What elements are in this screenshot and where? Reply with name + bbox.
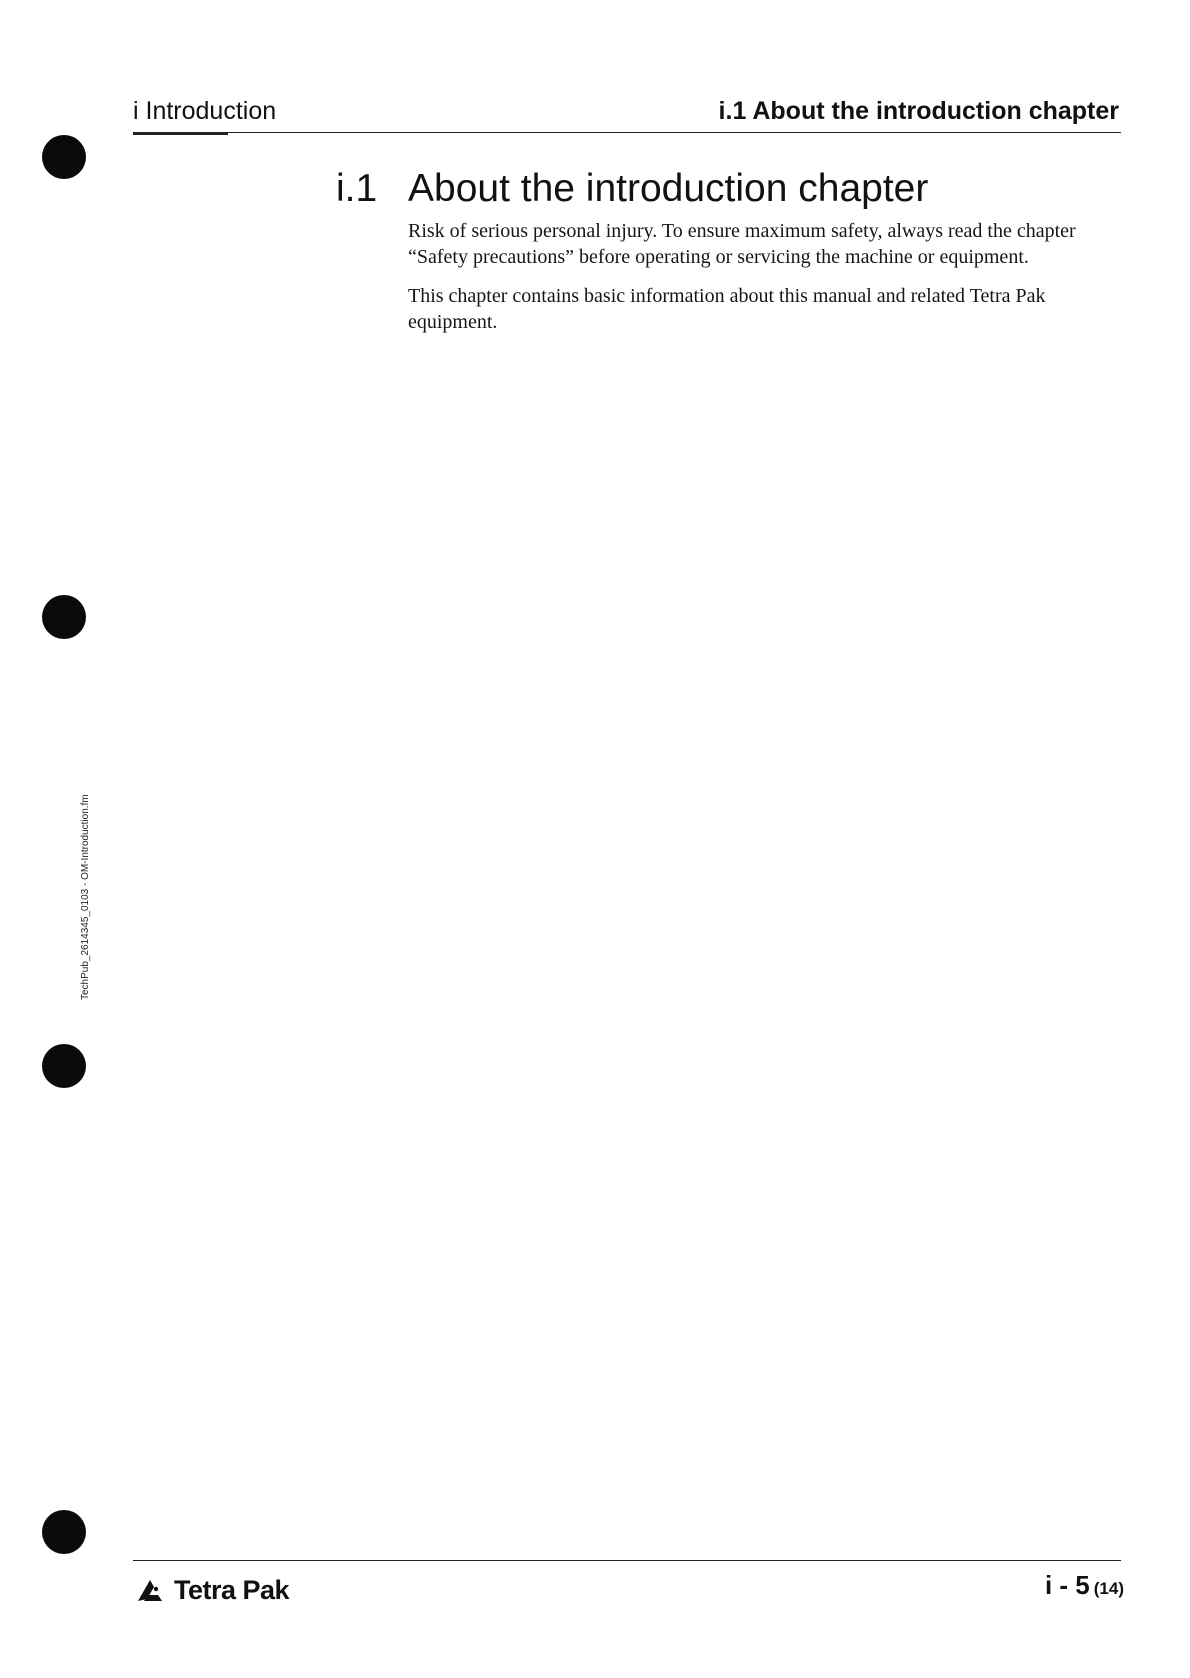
punch-hole — [42, 1510, 86, 1554]
header-accent-rule — [133, 133, 228, 135]
header-chapter-title: i Introduction — [133, 97, 277, 125]
section-body — [408, 218, 1123, 348]
running-header — [133, 96, 1121, 133]
page-total: (14) — [1093, 1579, 1124, 1598]
tetra-pak-logo — [136, 1572, 289, 1608]
tetra-pak-logo-icon — [136, 1577, 166, 1603]
punch-hole — [42, 595, 86, 639]
safety-paragraph: Risk of serious personal injury. To ensure maximum safety, always read the chapter “Safety precautions” before operating or servicing the machine or equipment. — [408, 220, 1076, 268]
punch-hole — [42, 135, 86, 179]
footer-rule — [133, 1560, 1121, 1561]
punch-hole — [42, 1044, 86, 1088]
intro-paragraph: This chapter contains basic information about this manual and related Tetra Pak equipment. — [408, 285, 1046, 333]
section-heading — [336, 164, 928, 214]
page-number — [1045, 1570, 1124, 1601]
page-number-main: i - 5 — [1044, 1570, 1090, 1600]
section-number: i.1 — [336, 167, 378, 210]
logo-text: Tetra Pak — [174, 1574, 290, 1605]
header-section-title: i.1 About the introduction chapter — [718, 97, 1119, 125]
file-reference-label: TechPub_2614345_0103 - OM-Introduction.fm — [80, 794, 91, 1000]
section-title: About the introduction chapter — [408, 167, 929, 210]
